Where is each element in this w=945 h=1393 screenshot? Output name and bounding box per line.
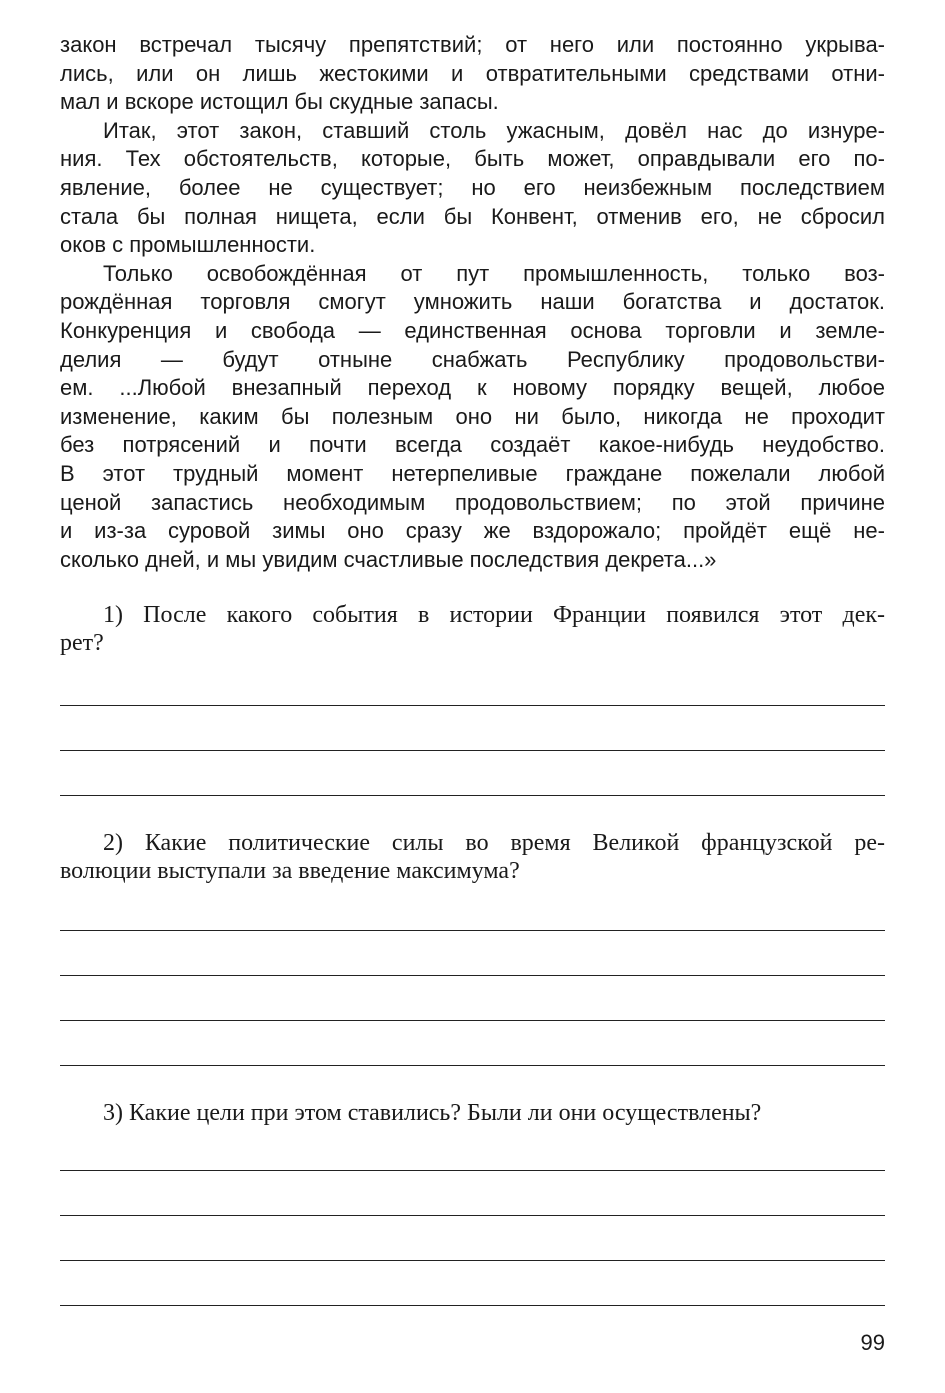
question-text-line: 3) Какие цели при этом ставились? Были ли они осуществлены? <box>103 1100 762 1126</box>
body-text-line: ценой запастись необходимым продовольствием; по этой причине <box>60 489 885 515</box>
body-text-line: Только освобождённая от пут промышленность, только воз- <box>103 260 885 286</box>
body-text-line: стала бы полная нищета, если бы Конвент, отменив его, не сбросил <box>60 203 885 229</box>
answer-line[interactable] <box>60 975 885 976</box>
body-text-line: явление, более не существует; но его неизбежным последствием <box>60 175 885 200</box>
body-text-line: и из-за суровой зимы оно сразу же вздорожало; пройдёт ещё не- <box>60 518 885 544</box>
body-text-line: ем. ...Любой внезапный переход к новому порядку вещей, любое <box>60 375 885 401</box>
question-text-line: 2) Какие политические силы во время Великой французской ре- <box>103 830 885 856</box>
answer-line[interactable] <box>60 1260 885 1261</box>
answer-line[interactable] <box>60 1215 885 1216</box>
body-text-line: без потрясений и почти всегда создаёт какое-нибудь неудобство. <box>60 432 885 458</box>
answer-line[interactable] <box>60 795 885 796</box>
answer-line[interactable] <box>60 930 885 931</box>
answer-line[interactable] <box>60 705 885 706</box>
body-text-line: рождённая торговля смогут умножить наши богатства и достаток. <box>60 289 885 315</box>
page-number: 99 <box>860 1330 885 1355</box>
question-text-line: рет? <box>60 630 104 656</box>
body-text-line: изменение, каким бы полезным оно ни было, никогда не проходит <box>60 403 885 429</box>
body-text-line: мал и вскоре истощил бы скудные запасы. <box>60 89 499 115</box>
answer-line[interactable] <box>60 1305 885 1306</box>
answer-line[interactable] <box>60 750 885 751</box>
body-text-line: Итак, этот закон, ставший столь ужасным, довёл нас до изнуре- <box>103 117 885 143</box>
body-text-line: оков с промышленности. <box>60 232 316 258</box>
body-text-line: В этот трудный момент нетерпеливые граждане пожелали любой <box>60 461 885 486</box>
body-text-line: закон встречал тысячу препятствий; от него или постоянно укрыва- <box>60 32 885 57</box>
body-text-line: лись, или он лишь жестокими и отвратительными средствами отни- <box>60 60 885 86</box>
answer-line[interactable] <box>60 1065 885 1066</box>
body-text-line: делия — будут отныне снабжать Республику продовольстви- <box>60 346 885 372</box>
question-text-line: 1) После какого события в истории Франции появился этот дек- <box>103 602 885 628</box>
body-text-line: Конкуренция и свобода — единственная основа торговли и земле- <box>60 318 885 343</box>
body-text-line: сколько дней, и мы увидим счастливые последствия декрета...» <box>60 546 717 572</box>
question-text-line: волюции выступали за введение максимума? <box>60 858 520 884</box>
answer-line[interactable] <box>60 1020 885 1021</box>
answer-line[interactable] <box>60 1170 885 1171</box>
body-text-line: ния. Тех обстоятельств, которые, быть может, оправдывали его по- <box>60 146 885 172</box>
